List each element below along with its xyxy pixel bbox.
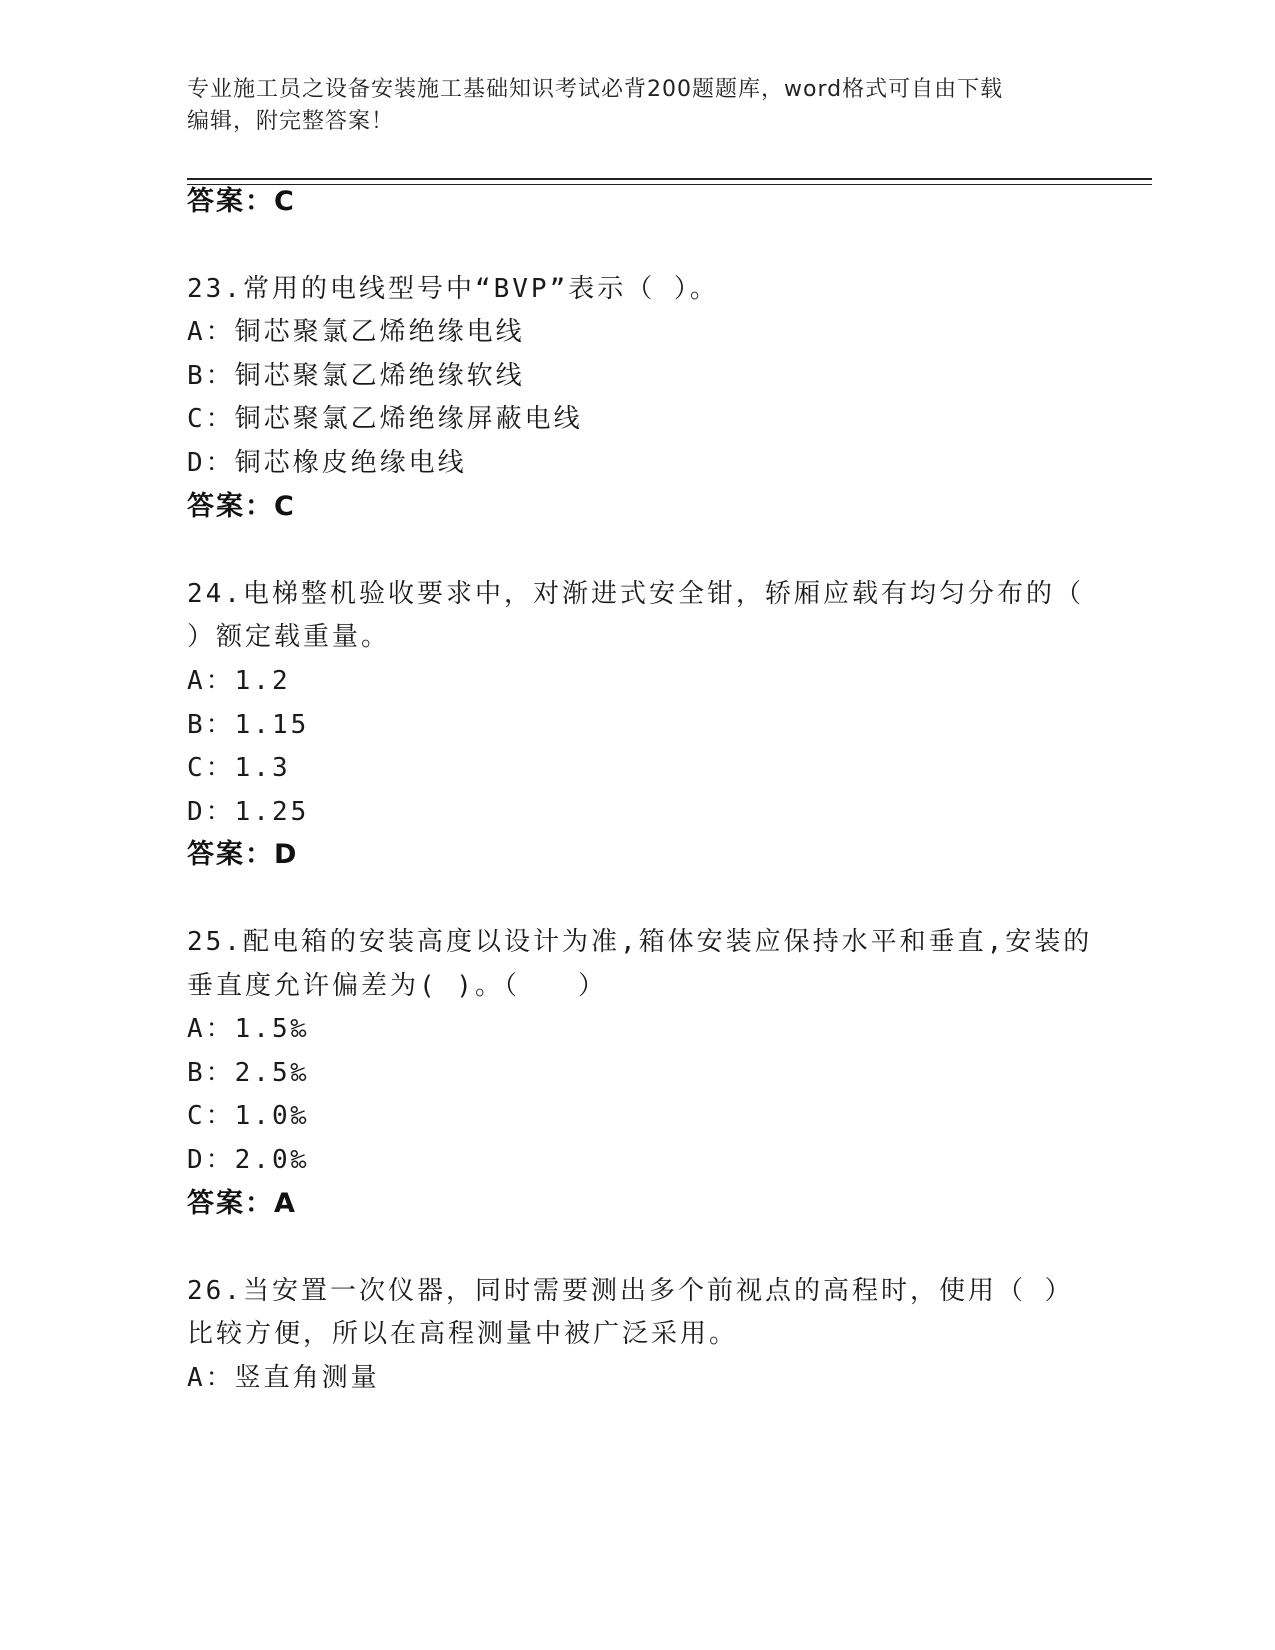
header-divider-thin [187,184,1152,185]
question-24-answer: 答案：D [187,839,299,870]
header-divider-thick [187,178,1152,180]
header-line-2: 编辑，附完整答案！ [187,109,395,134]
question-25-option-d: D：2.0‰ [187,1145,310,1175]
question-25-option-c: C：1.0‰ [187,1101,310,1131]
question-24-stem-line-1: 24.电梯整机验收要求中，对渐进式安全钳，轿厢应载有均匀分布的（ [187,579,1084,609]
question-24-option-a: A：1.2 [187,666,291,696]
document-header [187,74,1067,138]
question-23-option-c: C：铜芯聚氯乙烯绝缘屏蔽电线 [187,404,583,434]
question-23-option-d: D：铜芯橡皮绝缘电线 [187,448,467,478]
question-24-stem-line-2: ）额定载重量。 [187,622,391,652]
question-23-stem: 23.常用的电线型号中“BVP”表示（ ）。 [187,274,719,304]
question-25-stem-line-1: 25.配电箱的安装高度以设计为准,箱体安装应保持水平和垂直,安装的 [187,927,1093,957]
question-23-option-b: B：铜芯聚氯乙烯绝缘软线 [187,361,525,391]
question-25-answer: 答案：A [187,1188,297,1219]
answer-line: 答案：C [187,186,296,217]
question-25-option-a: A：1.5‰ [187,1014,310,1044]
header-line-1: 专业施工员之设备安装施工基础知识考试必背200题题库，word格式可自由下载 [187,77,1004,102]
question-24-option-c: C：1.3 [187,753,291,783]
question-25-option-b: B：2.5‰ [187,1058,310,1088]
question-23-answer: 答案：C [187,491,296,522]
question-26-stem-line-1: 26.当安置一次仪器，同时需要测出多个前视点的高程时，使用（ ） [187,1276,1074,1306]
question-26-stem-line-2: 比较方便，所以在高程测量中被广泛采用。 [187,1319,739,1349]
question-26-option-a: A：竖直角测量 [187,1363,380,1393]
question-24-option-b: B：1.15 [187,710,310,740]
question-23-option-a: A：铜芯聚氯乙烯绝缘电线 [187,317,525,347]
question-25-stem-line-2: 垂直度允许偏差为( )。（ ） [187,971,607,1001]
question-24-option-d: D：1.25 [187,797,310,827]
